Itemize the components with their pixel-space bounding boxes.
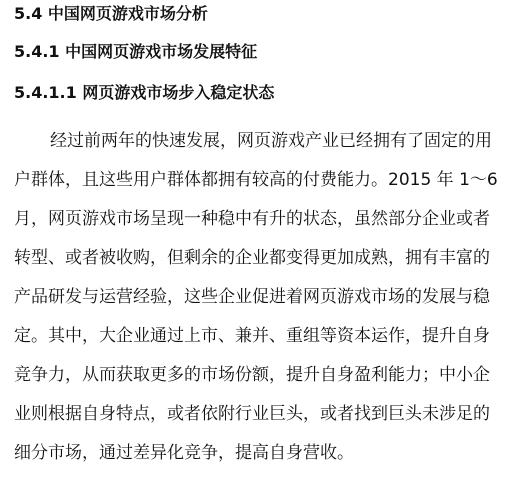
subsubsection-heading: 5.4.1.1 网页游戏市场步入稳定状态 bbox=[14, 83, 275, 102]
paragraph-line: 产品研发与运营经验，这些企业促进着网页游戏市场的发展与稳 bbox=[14, 287, 490, 307]
paragraph-line: 转型、或者被收购，但剩余的企业都变得更加成熟，拥有丰富的 bbox=[14, 248, 490, 268]
paragraph-line: 经过前两年的快速发展，网页游戏产业已经拥有了固定的用 bbox=[50, 131, 492, 151]
section-heading: 5.4 中国网页游戏市场分析 bbox=[14, 4, 208, 23]
paragraph-line: 业则根据自身特点，或者依附行业巨头，或者找到巨头未涉足的 bbox=[14, 404, 490, 424]
paragraph-line: 竞争力，从而获取更多的市场份额，提升自身盈利能力；中小企 bbox=[14, 365, 490, 385]
paragraph-line: 定。其中，大企业通过上市、兼并、重组等资本运作，提升自身 bbox=[14, 326, 490, 346]
paragraph-line: 月，网页游戏市场呈现一种稳中有升的状态，虽然部分企业或者 bbox=[14, 209, 490, 229]
paragraph-line: 细分市场，通过差异化竞争，提高自身营收。 bbox=[14, 443, 354, 463]
subsection-heading: 5.4.1 中国网页游戏市场发展特征 bbox=[14, 42, 258, 61]
paragraph-line: 户群体，且这些用户群体都拥有较高的付费能力。2015 年 1～6 bbox=[14, 170, 498, 190]
body-paragraph bbox=[14, 122, 498, 473]
